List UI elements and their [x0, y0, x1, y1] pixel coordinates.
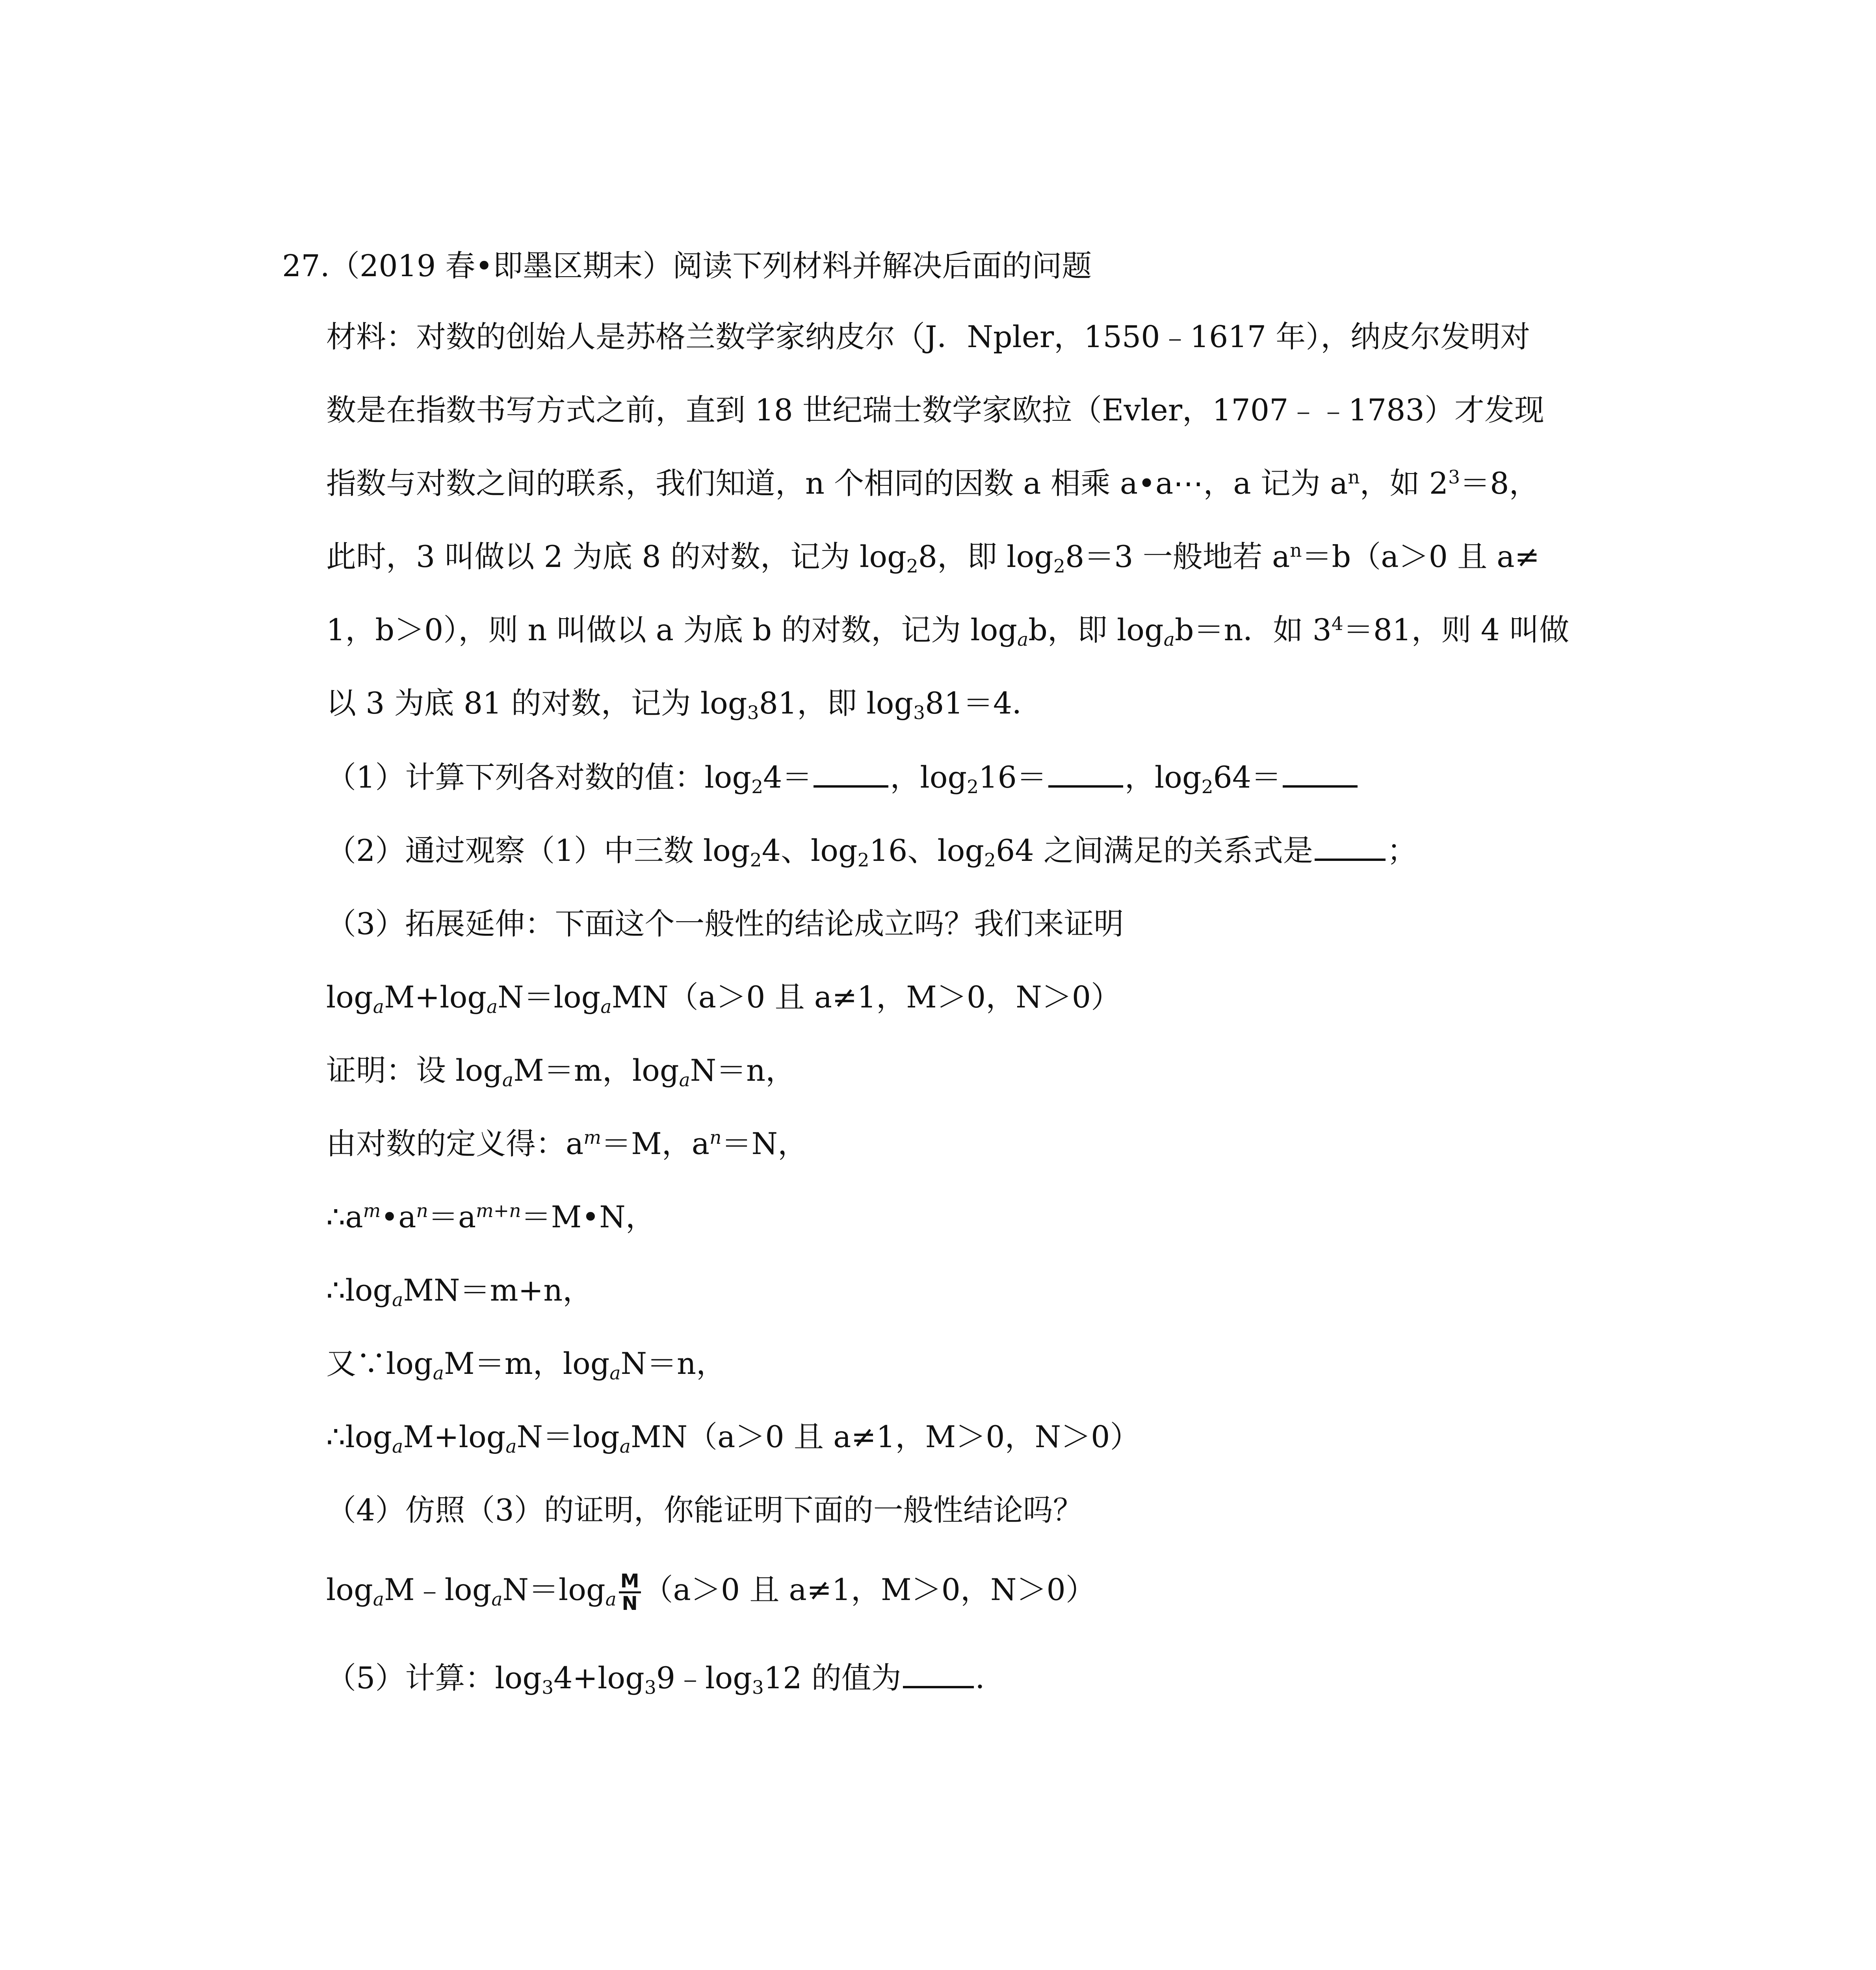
proof-line-5: 又$\because\log_aM=m$，$\log_aN=n$， [326, 1346, 726, 1385]
proof-line-3: $\therefore a^m•a^n=a^{m+n}=M•N$， [326, 1199, 656, 1234]
formula-quotient-rule: $\log_aM﹣\log_aN=\log_a$ $\frac{M}{N}$ （a＞0 且 a≠1，M＞0，N＞0） [326, 1570, 1096, 1615]
answer-blank-3[interactable] [1283, 758, 1358, 788]
answer-blank-2[interactable] [1048, 758, 1123, 788]
question-1: （1）计算下列各对数的值：$\log_24=$ ，$\log_216=$ ，$\log_264=$ [326, 756, 1359, 799]
fraction-m-over-n: $\frac{M}{N}$ [619, 1571, 641, 1614]
material-line-6: 以 3 为底 81 的对数，记为 $\log_381$，即 $\log_381=4$． [326, 686, 1042, 724]
material-line-3: 指数与对数之间的联系，我们知道，n 个相同的因数 a 相乘 a•a⋯，a 记为 $a^n$，如 $2^3=8$， [326, 466, 1539, 501]
answer-blank-4[interactable] [1315, 832, 1386, 861]
question-3: （3）拓展延伸：下面这个一般性的结论成立吗？我们来证明 [326, 906, 1124, 941]
proof-line-6: $\therefore\log_aM+\log_aN=\log_aMN(a>0$ 且 a≠1，M＞0，N＞0） [326, 1419, 1140, 1458]
question-4: （4）仿照（3）的证明，你能证明下面的一般性结论吗？ [326, 1492, 1083, 1528]
material-line-1: 材料：对数的创始人是苏格兰数学家纳皮尔（J．Npler，1550﹣1617 年），纳皮尔发明对 [326, 319, 1531, 354]
material-line-2: 数是在指数书写方式之前，直到 18 世纪瑞士数学家欧拉（Evler，1707﹣﹣1783）才发现 [326, 392, 1544, 427]
material-line-4: 此时，3 叫做以 2 为底 8 的对数，记为 $\log_28$，即 $\log_28=3$ 一般地若 $a^n=b(a>0$ 且 a≠ [326, 539, 1540, 578]
question-2: （2）通过观察（1）中三数 $\log_24$、$\log_216$、$\log_264$ 之间满足的关系式是 ； [326, 829, 1417, 872]
material-line-5: 1，b＞0），则 n 叫做以 a 为底 b 的对数，记为 $\log_ab$，即 $\log_ab=n$．如 $3^4=81$，则 4 叫做 [326, 612, 1570, 651]
problem-title: 27.（2019 春•即墨区期末）阅读下列材料并解决后面的问题 [282, 248, 1092, 283]
answer-blank-5[interactable] [903, 1659, 974, 1688]
proof-line-1: 证明：设 $\log_aM=m$，$\log_aN=n$， [326, 1053, 796, 1091]
formula-product-rule: $\log_aM+\log_aN=\log_aMN(a>0$ 且 a≠1，M＞0，N＞0） [326, 979, 1121, 1018]
proof-line-4: $\therefore\log_aMN=m+n$， [326, 1273, 593, 1311]
proof-line-2: 由对数的定义得：$a^m=M$，$a^n=N$， [326, 1126, 808, 1161]
question-5: （5）计算：$\log_34+\log_39﹣\log_312$ 的值为 ． [326, 1656, 1005, 1700]
answer-blank-1[interactable] [814, 758, 888, 788]
